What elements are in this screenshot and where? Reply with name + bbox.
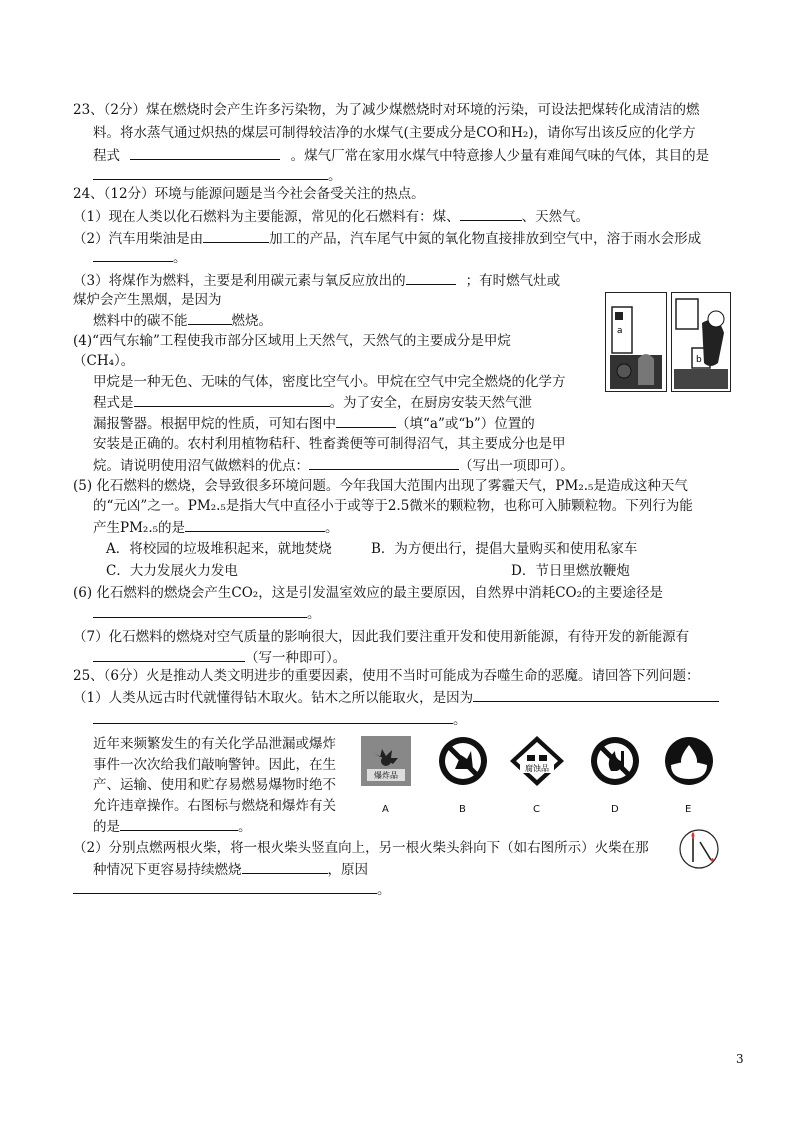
q24-part4-line3: 甲烷是一种无色、无味的气体，密度比空气小。甲烷在空气中完全燃烧的化学方	[93, 374, 566, 390]
q25-p2-text: 种情况下更容易持续燃烧	[93, 862, 242, 878]
q24-p5-text: 产生PM₂.₅的是	[93, 520, 186, 536]
q25-p1-end2: 。	[238, 819, 252, 835]
q25-title: 25、（6分）火是推动人类文明进步的重要因素，使用不当时可能成为吞噬生命的恶魔。请回答下列问题：	[73, 668, 700, 684]
q24-p3-text: （3）将煤作为燃料，主要是利用碳元素与氧反应放出的	[73, 273, 406, 289]
q24-part6-line2	[93, 604, 321, 623]
q24-p3-blank1[interactable]	[406, 271, 456, 285]
q25-p1-text: （1）人类从远古时代就懂得钻木取火。钻木之所以能取火，是因为	[73, 690, 474, 706]
q24-part4-line7	[93, 456, 574, 475]
q24-p6-blank[interactable]	[93, 604, 307, 618]
q23-purpose-text: 。煤气厂常在家用水煤气中特意掺人少量有难闻气味的气体，其目的是	[290, 148, 710, 164]
q24-part1	[73, 207, 589, 226]
kitchen-figure-a	[605, 292, 667, 392]
q24-part4-line2: （CH₄）。	[73, 353, 135, 369]
q24-part5-line1: (5) 化石燃料的燃烧，会导致很多环境问题。今年我国大范围内出现了雾霾天气，PM₂.₅是造成这种天气	[73, 478, 688, 494]
q24-p4-blank3[interactable]	[309, 456, 459, 470]
q25-part1-line6: 允许违章操作。右图标与燃烧和爆炸有关	[93, 798, 336, 814]
q23-purpose-blank[interactable]	[93, 166, 328, 180]
q24-title: 24、（12分）环境与能源问题是当今社会备受关注的热点。	[73, 186, 425, 202]
q23-line1: 23、（2分）煤在燃烧时会产生许多污染物，为了减少煤燃烧时对环境的污染，可设法把煤转化成清洁的燃	[73, 102, 700, 118]
q24-p4-text4: （填“a”或“b”）位置的	[396, 416, 535, 432]
option-c: C．大力发展火力发电	[106, 563, 238, 579]
q25-part1-line7	[93, 817, 252, 836]
q25-part1-line2	[93, 710, 467, 729]
sign-label-e: E	[685, 804, 692, 815]
q24-p1-text: （1）现在人类以化石燃料为主要能源，常见的化石燃料有：煤、	[73, 209, 460, 225]
q23-line4	[93, 166, 342, 185]
hazard-sign-a	[360, 735, 412, 815]
kitchen-illustration-b	[672, 293, 730, 391]
figure-label-b: b	[696, 355, 702, 365]
q24-part2	[73, 229, 701, 248]
q24-p4-blank2[interactable]	[336, 414, 396, 428]
q24-part3	[73, 271, 560, 290]
no-open-flame-icon	[589, 735, 641, 787]
q25-p2-blank2[interactable]	[73, 880, 377, 894]
q25-p1-blank1[interactable]	[473, 688, 719, 702]
q25-part1-line3: 近年来频繁发生的有关化学品泄漏或爆炸	[93, 736, 336, 752]
q23-line2: 料。将水蒸气通过炽热的煤层可制得较洁净的水煤气(主要成分是CO和H₂)，请你写出该反应的化学方	[93, 125, 696, 141]
q25-p2-end: 。	[377, 882, 391, 898]
q24-p2-text2: 加工的产品，汽车尾气中氮的氧化物直接排放到空气中，溶于雨水会形成	[269, 231, 702, 247]
q24-p2-text: （2）汽车用柴油是由	[73, 231, 204, 247]
q23-line3	[93, 146, 709, 165]
q25-p2-blank1[interactable]	[242, 860, 328, 874]
q24-p4-text5: 烷。请说明使用沼气做燃料的优点：	[93, 458, 309, 474]
sign-label-a: A	[382, 804, 389, 815]
q25-part2-line1: （2）分别点燃两根火柴，将一根火柴头竖直向上，另一根火柴头斜向下（如右图所示）火柴在那	[73, 840, 649, 856]
q24-p6-end: 。	[307, 606, 321, 622]
hazard-sign-b	[437, 735, 489, 815]
q24-p4-text: 程式是	[93, 395, 134, 411]
q24-p2-blank2[interactable]	[93, 248, 173, 262]
q25-part1-line4: 事件一次次给我们敲响警钟。因此，在生	[93, 757, 336, 773]
hazard-sign-d	[589, 735, 641, 815]
water-drop-icon	[663, 735, 715, 787]
q23-equation-blank[interactable]	[130, 146, 280, 160]
q25-p1-blank3[interactable]	[120, 817, 238, 831]
q24-p4-end: （写出一项即可）。	[459, 458, 574, 474]
no-fireworks-icon	[437, 735, 489, 787]
corrosive-icon	[509, 735, 565, 787]
q24-part5-line2: 的“元凶”之一。PM₂.₅是指大气中直径小于或等于2.5微米的颗粒物，也称可入肺颗粒物。下列行为能	[93, 498, 693, 514]
q25-part1-line5: 产、运输、使用和贮存易燃易爆物时绝不	[93, 777, 336, 793]
q24-p3-text3: 燃料中的碳不能	[93, 313, 188, 329]
hazard-sign-c	[509, 735, 565, 815]
option-a: A．将校园的垃圾堆积起来，就地焚烧	[106, 541, 332, 557]
q24-p4-blank1[interactable]	[134, 393, 330, 407]
q24-part3-line3	[93, 311, 272, 330]
q24-p4-text3: 漏报警器。根据甲烷的性质，可知右图中	[93, 416, 336, 432]
kitchen-figure-b	[671, 292, 731, 392]
q24-p7-end: （写一种即可）。	[245, 650, 347, 666]
page-number: 3	[736, 1052, 744, 1066]
q24-p7-blank[interactable]	[93, 648, 245, 662]
kitchen-illustration-a	[606, 293, 666, 391]
q24-part6-line1: (6) 化石燃料的燃烧会产生CO₂，这是引发温室效应的最主要原因，自然界中消耗CO₂的主要途径是	[73, 585, 664, 601]
q24-part5-line3	[93, 518, 339, 537]
explosive-icon	[360, 735, 412, 787]
q24-part4-line4	[93, 393, 532, 412]
q25-p1-blank2[interactable]	[93, 710, 453, 724]
q24-part7-line1: （7）化石燃料的燃烧对空气质量的影响很大，因此我们要注重开发和使用新能源，有待开发的新能源有	[73, 629, 690, 645]
hazard-sign-e	[663, 735, 715, 815]
q24-p4-text2: 。为了安全，在厨房安装天然气泄	[329, 395, 532, 411]
q24-part7-line2	[93, 648, 346, 667]
q24-p3-blank2[interactable]	[188, 311, 232, 325]
q24-part3-line2: 煤炉会产生黑烟，是因为	[73, 292, 222, 308]
q23-line4-end: 。	[328, 168, 342, 184]
q24-p2-blank1[interactable]	[203, 229, 269, 243]
q24-p3-text2: ；有时燃气灶或	[465, 273, 561, 289]
sign-c-text: 腐蚀品	[525, 764, 549, 773]
q25-part2-line3	[73, 880, 391, 899]
q25-p2-text2: ，原因	[327, 862, 368, 878]
q25-p1-text2: 的是	[93, 819, 120, 835]
sign-label-b: B	[459, 804, 466, 815]
q25-part1-line1	[73, 688, 719, 707]
q24-part4-line5	[93, 414, 535, 433]
q25-part2-line2	[93, 860, 368, 879]
option-b: B．为方便出行，提倡大量购买和使用私家车	[371, 541, 638, 557]
match-figure	[678, 828, 720, 870]
sign-label-c: C	[533, 804, 540, 815]
option-d: D．节日里燃放鞭炮	[511, 563, 630, 579]
q24-part2-cont	[93, 248, 187, 267]
sign-a-text: 爆炸品	[374, 771, 398, 780]
q24-part4-line6: 安装是正确的。农村利用植物秸秆、牲畜粪便等可制得沼气，其主要成分也是甲	[93, 436, 566, 452]
sign-label-d: D	[611, 804, 619, 815]
q25-p1-end: 。	[453, 712, 467, 728]
q24-p3-end: 燃烧。	[231, 313, 272, 329]
figure-label-a: a	[617, 326, 623, 336]
q24-part4-line1: (4)“西气东输”工程使我市部分区域用上天然气，天然气的主要成分是甲烷	[73, 333, 511, 349]
q23-label-equation: 程式	[93, 148, 120, 164]
q24-p5-blank[interactable]	[185, 518, 325, 532]
q24-p5-end: 。	[325, 520, 339, 536]
q24-p1-end: 、天然气。	[521, 209, 590, 225]
q24-p2-end: 。	[173, 250, 187, 266]
matches-icon	[678, 828, 720, 870]
q24-p1-blank[interactable]	[460, 207, 522, 221]
